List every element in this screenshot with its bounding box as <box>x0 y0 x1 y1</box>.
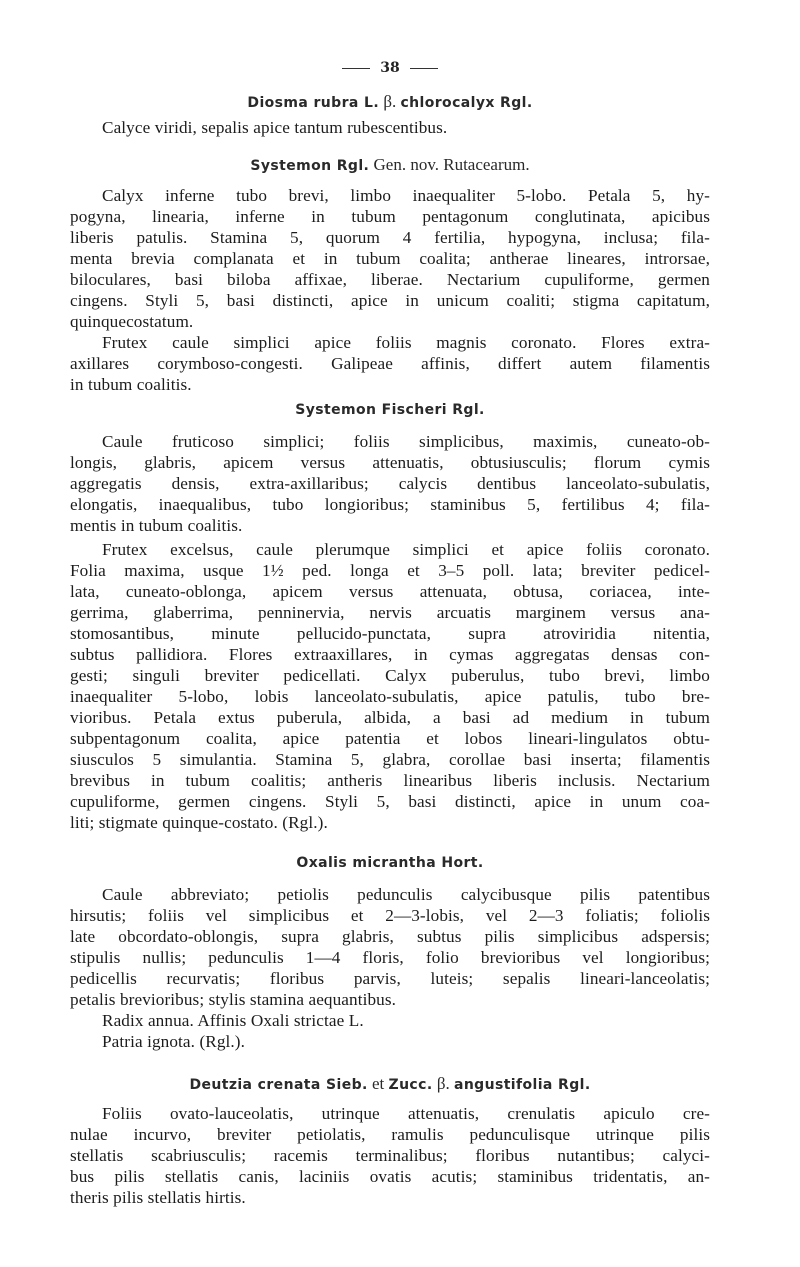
text-line: liti; stigmate quinque-costato. (Rgl.). <box>70 813 328 832</box>
section-heading-oxalis: Oxalis micrantha Hort. <box>296 855 484 871</box>
text-line: vioribus. Petala extus puberula, albida, a basi ad medium in tubum <box>70 708 710 727</box>
text-line: Calyx inferne tubo brevi, limbo inaequaliter 5-lobo. Petala 5, hy- <box>102 186 710 205</box>
section-heading-deutzia: Deutzia crenata Sieb. et Zucc. β. angustifolia Rgl. <box>189 1074 591 1093</box>
text-line: menta brevia complanata et in tubum coalita; antherae lineares, introrsae, <box>70 249 710 268</box>
text-line: brevibus in tubum coalitis; antheris linearibus liberis inclusis. Nectarium <box>70 771 710 790</box>
text-line: subtus pallidiora. Flores extraaxillares, in cymas aggregatas densas con- <box>70 645 710 664</box>
text-line: cingens. Styli 5, basi distincti, apice in unicum coaliti; stigma capitatum, <box>70 291 710 310</box>
text-line: cupuliforme, germen cingens. Styli 5, basi distincti, apice in unum coa- <box>70 792 710 811</box>
text-line: siusculos 5 simulantia. Stamina 5, glabra, corollae basi inserta; filamentis <box>70 750 710 769</box>
page-number: 38 <box>70 60 710 76</box>
text-line: bus pilis stellatis canis, laciniis ovatis acutis; staminibus tridentatis, an- <box>70 1167 710 1186</box>
text-line: theris pilis stellatis hirtis. <box>70 1188 246 1207</box>
text-line: Caule fruticoso simplici; foliis simplicibus, maximis, cuneato-ob- <box>102 432 710 451</box>
text-line: hirsutis; foliis vel simplicibus et 2—3-lobis, vel 2—3 foliatis; foliolis <box>70 906 710 925</box>
text-line: Foliis ovato-lauceolatis, utrinque attenuatis, crenulatis apiculo cre- <box>102 1104 710 1123</box>
section-heading-diosma: Diosma rubra L. β. chlorocalyx Rgl. <box>247 92 533 111</box>
text-line: biloculares, basi biloba affixae, liberae. Nectarium cupuliforme, germen <box>70 270 710 289</box>
text-line: Caule abbreviato; petiolis pedunculis calycibusque pilis patentibus <box>102 885 710 904</box>
text-line: Calyce viridi, sepalis apice tantum rubescentibus. <box>102 118 448 137</box>
text-line: lata, cuneato-oblonga, apicem versus attenuata, obtusa, coriacea, inte- <box>70 582 710 601</box>
text-line: mentis in tubum coalitis. <box>70 516 243 535</box>
text-line: stomosantibus, minute pellucido-punctata, supra atroviridia nitentia, <box>70 624 710 643</box>
rule-right <box>410 68 438 69</box>
text-line: Frutex excelsus, caule plerumque simplici et apice foliis coronato. <box>102 540 710 559</box>
text-line: axillares corymboso-congesti. Galipeae affinis, differt autem filamentis <box>70 354 710 373</box>
text-line: liberis patulis. Stamina 5, quorum 4 fertilia, hypogyna, inclusa; fila- <box>70 228 710 247</box>
section-heading-systemon: Systemon Rgl. Gen. nov. Rutacearum. <box>250 155 530 174</box>
text-line: aggregatis densis, extra-axillaribus; calycis dentibus lanceolato-subulatis, <box>70 474 710 493</box>
text-line: subpentagonum coalita, apice patentia et lobos lineari-lingulatos obtu- <box>70 729 710 748</box>
text-line: quinquecostatum. <box>70 312 194 331</box>
text-line: gerrima, glaberrima, penninervia, nervis arcuatis marginem versus ana- <box>70 603 710 622</box>
text-line: stipulis nullis; pedunculis 1—4 floris, folio brevioribus vel longioribus; <box>70 948 710 967</box>
text-line: elongatis, inaequalibus, tubo longioribus; staminibus 5, fertilibus 4; fila- <box>70 495 710 514</box>
rule-left <box>342 68 370 69</box>
text-line: inaequaliter 5-lobo, lobis lanceolato-subulatis, apice patulis, tubo bre- <box>70 687 710 706</box>
text-line: gesti; singuli breviter pedicellati. Calyx puberulus, tubo brevi, limbo <box>70 666 710 685</box>
text-line: pogyna, linearia, inferne in tubum pentagonum conglutinata, apicibus <box>70 207 710 226</box>
text-line: nulae incurvo, breviter petiolatis, ramulis pedunculisque utrinque pilis <box>70 1125 710 1144</box>
text-line: Frutex caule simplici apice foliis magnis coronato. Flores extra- <box>102 333 710 352</box>
text-line: stellatis scabriusculis; racemis terminalibus; floribus nutantibus; calyci- <box>70 1146 710 1165</box>
text-line: Patria ignota. (Rgl.). <box>102 1032 246 1051</box>
text-line: Folia maxima, usque 1½ ped. longa et 3–5 poll. lata; breviter pedicel- <box>70 561 710 580</box>
text-line: in tubum coalitis. <box>70 375 192 394</box>
text-line: longis, glabris, apicem versus attenuatis, obtusiusculis; florum cymis <box>70 453 710 472</box>
section-heading-systemon-fischeri: Systemon Fischeri Rgl. <box>295 402 485 418</box>
text-line: late obcordato-oblongis, supra glabris, subtus pilis simplicibus adspersis; <box>70 927 710 946</box>
text-line: Radix annua. Affinis Oxali strictae L. <box>102 1011 364 1030</box>
text-line: pedicellis recurvatis; floribus parvis, luteis; sepalis lineari-lanceolatis; <box>70 969 710 988</box>
text-line: petalis brevioribus; stylis stamina aequantibus. <box>70 990 397 1009</box>
